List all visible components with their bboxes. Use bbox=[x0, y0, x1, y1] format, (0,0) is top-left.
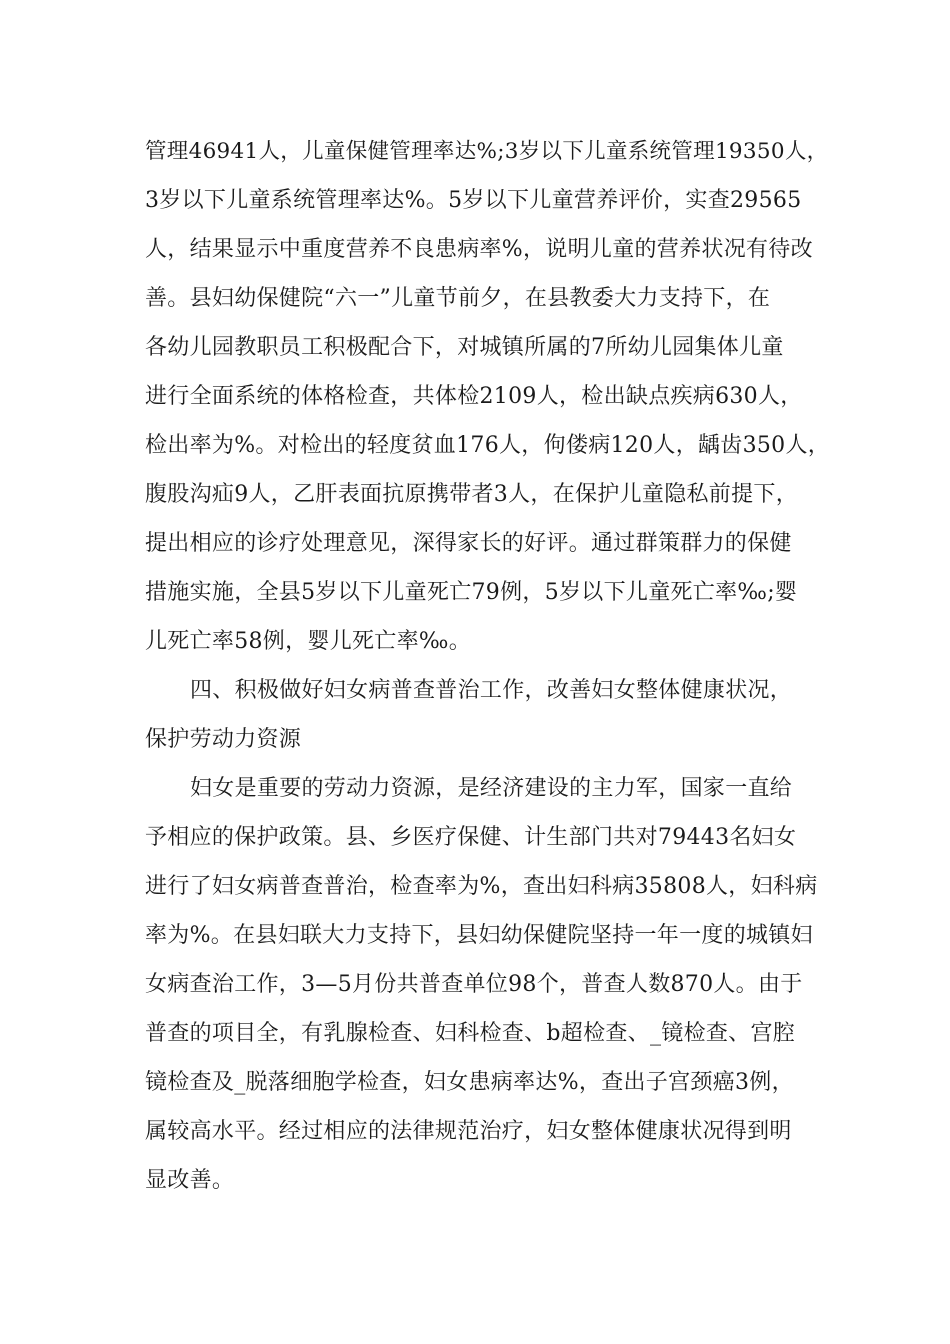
text-line: 管理46941人，儿童保健管理率达%;3岁以下儿童系统管理19350人， bbox=[145, 139, 829, 164]
text-line: 率为%。在县妇联大力支持下，县妇幼保健院坚持一年一度的城镇妇 bbox=[145, 923, 813, 948]
text-line: 善。县妇幼保健院“六一”儿童节前夕，在县教委大力支持下，在 bbox=[145, 286, 771, 311]
text-line: 3岁以下儿童系统管理率达%。5岁以下儿童营养评价，实查29565 bbox=[145, 188, 802, 213]
text-line: 属较高水平。经过相应的法律规范治疗，妇女整体健康状况得到明 bbox=[145, 1119, 792, 1144]
text-line: 提出相应的诊疗处理意见，深得家长的好评。通过群策群力的保健 bbox=[145, 531, 792, 556]
text-line: 各幼儿园教职员工积极配合下，对城镇所属的7所幼儿园集体儿童 bbox=[145, 335, 784, 360]
text-line: 女病查治工作，3—5月份共普查单位98个，普查人数870人。由于 bbox=[145, 972, 803, 997]
section-heading: 四、积极做好妇女病普查普治工作，改善妇女整体健康状况， bbox=[190, 678, 793, 703]
text-line: 进行了妇女病普查普治，检查率为%，查出妇科病35808人，妇科病 bbox=[145, 874, 818, 899]
section-heading: 保护劳动力资源 bbox=[145, 727, 302, 752]
text-line: 予相应的保护政策。县、乡医疗保健、计生部门共对79443名妇女 bbox=[145, 825, 797, 850]
text-line: 普查的项目全，有乳腺检查、妇科检查、b超检查、_镜检查、宫腔 bbox=[145, 1021, 796, 1046]
text-line: 措施实施，全县5岁以下儿童死亡79例，5岁以下儿童死亡率‰;婴 bbox=[145, 580, 798, 605]
text-line: 儿死亡率58例，婴儿死亡率‰。 bbox=[145, 629, 472, 654]
text-line: 显改善。 bbox=[145, 1168, 235, 1193]
text-line: 妇女是重要的劳动力资源，是经济建设的主力军，国家一直给 bbox=[190, 776, 793, 801]
text-line: 检出率为%。对检出的轻度贫血176人，佝偻病120人，龋齿350人， bbox=[145, 433, 831, 458]
text-line: 进行全面系统的体格检查，共体检2109人，检出缺点疾病630人， bbox=[145, 384, 803, 409]
text-line: 腹股沟疝9人，乙肝表面抗原携带者3人，在保护儿童隐私前提下， bbox=[145, 482, 798, 507]
text-line: 人，结果显示中重度营养不良患病率%，说明儿童的营养状况有待改 bbox=[145, 237, 813, 262]
text-line: 镜检查及_脱落细胞学检查，妇女患病率达%，查出子宫颈癌3例， bbox=[145, 1070, 794, 1095]
